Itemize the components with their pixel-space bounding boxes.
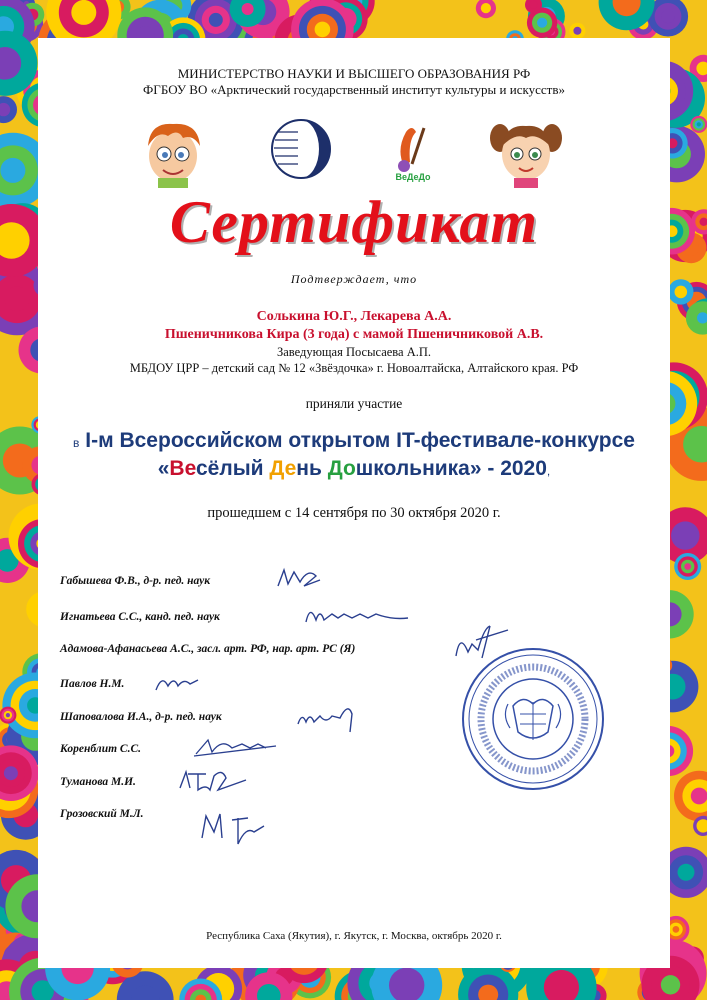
festival-word-ve: Ве	[169, 457, 196, 480]
festival-quote-close: » - 2020	[469, 457, 547, 480]
festival-period: прошедшем с 14 сентября по 30 октября 2020 г.	[207, 505, 501, 521]
confirms-text: Подтверждает, что	[290, 272, 418, 286]
signature	[192, 734, 282, 760]
footer-text: Республика Саха (Якутия), г. Якутск, г. Москва, октябрь 2020 г.	[206, 930, 502, 942]
signature	[198, 808, 268, 848]
frame-swirl	[684, 563, 691, 570]
frame-swirl	[700, 823, 707, 830]
ministry-header	[38, 66, 670, 98]
frame-swirl	[661, 10, 674, 23]
certificate-sheet	[38, 38, 670, 968]
frame-swirl	[671, 521, 699, 549]
frame-swirl	[678, 864, 695, 881]
frame-swirl	[573, 27, 581, 35]
frame-swirl	[0, 158, 25, 183]
festival-logo-text: ВеДеДо	[395, 172, 431, 182]
jury-member: Игнатьева С.С., канд. пед. наук	[60, 611, 220, 623]
signature	[294, 702, 364, 734]
frame-swirl	[5, 287, 29, 311]
frame-swirl	[673, 926, 680, 933]
festival-line-1-text: I-м Всероссийском открытом IT-фестивале-конкурсе	[85, 429, 635, 452]
frame-swirl	[242, 3, 254, 15]
signature	[152, 670, 202, 696]
frame-swirl	[6, 713, 10, 717]
jury-member: Коренблит С.С.	[60, 743, 142, 755]
frame-swirl	[481, 3, 491, 13]
festival-line-2	[38, 456, 670, 484]
festival-word-shkolnika: школьника	[355, 457, 470, 480]
festival-quote-open: «	[157, 457, 170, 480]
frame-swirl	[675, 286, 688, 299]
girl-character-icon	[486, 116, 566, 188]
institute-logo-icon	[270, 118, 332, 180]
head-line: Заведующая Посысаева А.П.	[276, 345, 432, 359]
festival-word-nj: нь	[296, 457, 328, 480]
festival-logo-icon	[390, 122, 436, 184]
jury-member: Туманова М.И.	[60, 776, 136, 788]
festival-name	[38, 428, 670, 484]
ministry-line-2: ФГБОУ ВО «Арктический государственный институт культуры и искусств»	[143, 82, 565, 97]
jury-member: Адамова-Афанасьева А.С., засл. арт. РФ, нар. арт. РС (Я)	[60, 643, 356, 655]
frame-swirl	[71, 0, 96, 25]
jury-member: Габышева Ф.В., д-р. пед. наук	[60, 575, 211, 587]
organization-block	[38, 344, 670, 376]
jury-member: Грозовский М.Л.	[60, 808, 144, 820]
ministry-line-1: МИНИСТЕРСТВО НАУКИ И ВЫСШЕГО ОБРАЗОВАНИЯ РФ	[177, 66, 531, 81]
signature	[176, 766, 256, 794]
frame-swirl	[697, 122, 701, 126]
boy-character-icon	[138, 116, 208, 188]
frame-swirl	[661, 975, 680, 994]
frame-swirl	[529, 1, 537, 9]
frame-swirl	[537, 18, 547, 28]
signature	[302, 602, 412, 628]
festival-prefix: в	[73, 436, 80, 450]
names-line-2: Пшеничникова Кира (3 года) с мамой Пшеничниковой А.В.	[164, 327, 544, 342]
participant-names	[38, 308, 670, 344]
frame-swirl	[691, 788, 707, 805]
jury-member: Шаповалова И.А., д-р. пед. наук	[60, 711, 222, 723]
festival-word-de: Де	[269, 457, 297, 480]
frame-swirl	[209, 13, 223, 27]
took-part-text: приняли участие	[305, 396, 403, 411]
festival-line-1	[38, 428, 670, 456]
festival-word-seloy: сёлый	[196, 457, 270, 480]
official-stamp	[458, 644, 608, 794]
festival-word-do: До	[327, 457, 356, 480]
frame-swirl	[315, 22, 331, 38]
festival-comma: ,	[546, 464, 551, 478]
certificate-title: Сертификат	[169, 189, 539, 255]
names-line-1: Солькина Ю.Г., Лекарева А.А.	[256, 309, 452, 324]
jury-member: Павлов Н.М.	[60, 678, 125, 690]
frame-swirl	[4, 766, 18, 780]
organization-line: МБДОУ ЦРР – детский сад № 12 «Звёздочка» г. Новоалтайска, Алтайского края. РФ	[129, 361, 579, 375]
signature	[274, 566, 324, 592]
